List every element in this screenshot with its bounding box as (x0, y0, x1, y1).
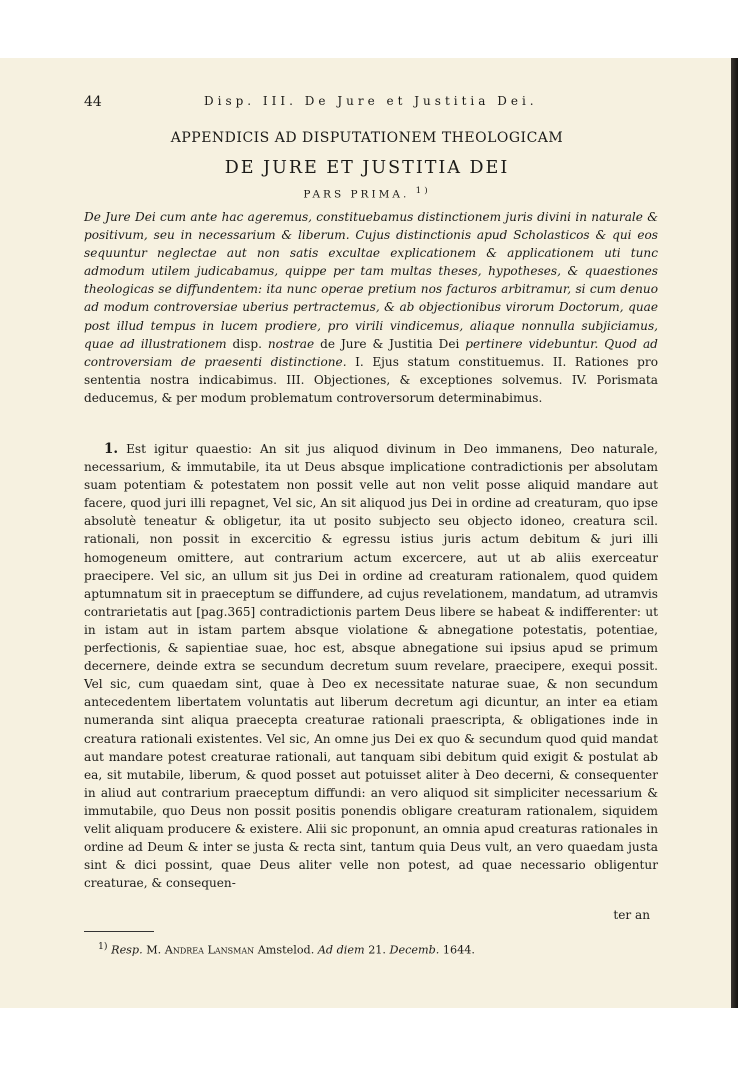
footnote-day: 21. (368, 943, 386, 957)
section-1-paragraph (84, 440, 658, 892)
footnote-place: Amstelod. (257, 943, 315, 957)
page-edge (731, 58, 738, 1008)
intro-paragraph (84, 208, 658, 407)
intro-nostrae: nostrae (267, 336, 315, 351)
intro-de-jure: de Jure & Justitia Dei (320, 336, 460, 351)
footnote-resp: Resp. (111, 943, 143, 957)
intro-italic-text: De Jure Dei cum ante hac ageremus, constituebamus distinctionem juris divini in naturale & positivum, seu in necessarium & liberum. Cujus distinctionis apud Scholasticos & qui eos sequuntur neglectae aut non satis excultae explicationem & applicationem uti tunc admodum utilem judicabamus, quippe per tam multas theses, hypotheses, & quaestiones theologicas se diffundentem: ita nunc operae pretium nos facturos arbitramur, si cum denuo ad modum controversiae uberius pertractemus, & ab objectionibus virorum Doctorum, quae post illud tempus in lucem prodiere, pro virili vindicemus, aliaque nonnulla subjiciamus, quae ad illustrationem (84, 210, 658, 351)
title-note-marker: 1) (415, 186, 431, 196)
footnote-month: Decemb. (389, 943, 440, 957)
intro-outline: I. Ejus statum constituemus. II. Rationes pro sententia nostra indicabimus. III. Objectiones, & exceptiones solvemus. IV. Porismata deducemus, & per modum problematum controversorum determinabimus. (84, 354, 658, 405)
title-line-1: APPENDICIS AD DISPUTATIONEM THEOLOGICAM (170, 130, 564, 146)
footnote-rule (84, 931, 154, 932)
footnote-author: M. Andrea Lansman (146, 943, 255, 957)
title-line-2: DE JURE ET JUSTITIA DEI (224, 158, 510, 178)
pars-prima: PARS PRIMA. (303, 188, 410, 201)
section-1-text: Est igitur quaestio: An sit jus aliquod divinum in Deo immanens, Deo naturale, necessarium, & immutabile, ita ut Deus absque implicatione contradictionis per absolutam suam potentiam & potestatem non possit velle aut non velit posse aliquid mandare aut facere, quod juri illi repagnet, Vel sic, An sit aliquod jus Dei in ordine ad creaturam, quo ipse absolutè teneatur & obligetur, ita ut posito subjecto seu objecto idoneo, creatura scil. rationali, non possit in excercitio & egressu istius juris actum debitum & juri illi homogeneum omittere, aut contrarium actum excercere, aut ut ab aliis exerceatur praecipere. Vel sic, an ullum sit jus Dei in ordine ad creaturam rationalem, quod quidem aptumnatum sit in praeceptum se diffundere, ad cujus revelationem, mandatum, ad utramvis contrarietatis aut [pag.365] contradictionis partem Deus libere se habeat & indifferenter: ut in istam aut in istam partem absque violatione & abnegatione potestatis, potentiae, perfectionis, & sapientiae suae, hoc est, absque abnegatione sui ipsius apud se primum decernere, deinde extra se secundum decretum suum revelare, praecipere, exequi possit. Vel sic, cum quaedam sint, quae à Deo ex necessitate naturae suae, & non secundum antecedentem libertatem voluntatis aut liberum decretum agi dicuntur, an inter ea etiam numeranda sint aliqua praecepta creaturae rationali praescripta, & obligationes inde in creatura rationali existentes. Vel sic, An omne jus Dei ex quo & secundum quod quid mandat aut mandare potest creaturae rationali, aut tanquam sibi debitum quid exigit & postulat ab ea, sit mutabile, liberum, & quod posset aut potuisset aliter à Deo decerni, & consequenter in aliud aut contrarium praeceptum diffundi: an vero aliquod sit simpliciter necessarium & immutabile, quo Deus non possit positis ponendis obligare creaturam rationalem, siquidem velit aliquam producere & existere. Alii sic proponunt, an omnia apud creaturas rationales in ordine ad Deum & inter se justa & recta sint, tantum quia Deus vult, an vero quaedam justa sint & dici possint, quae Deus aliter velle non potest, ad quae necessario obligentur creaturae, & consequen- (84, 442, 658, 891)
running-title: Disp. III. De Jure et Justitia Dei. (204, 94, 538, 108)
page-header (84, 94, 654, 114)
section-number: 1. (104, 441, 119, 457)
page-number: 44 (84, 94, 102, 110)
intro-disp: disp. (232, 336, 262, 351)
footnote (98, 941, 475, 957)
footnote-marker: 1) (98, 941, 108, 952)
intro-pertinere: pertinere videbuntur. Quod ad controversiam de praesenti distinctione. (84, 336, 658, 369)
footnote-year: 1644. (442, 943, 475, 957)
title-line-3 (80, 186, 654, 201)
catchword: ter an (613, 908, 650, 922)
footnote-date-label: Ad diem (317, 943, 365, 957)
